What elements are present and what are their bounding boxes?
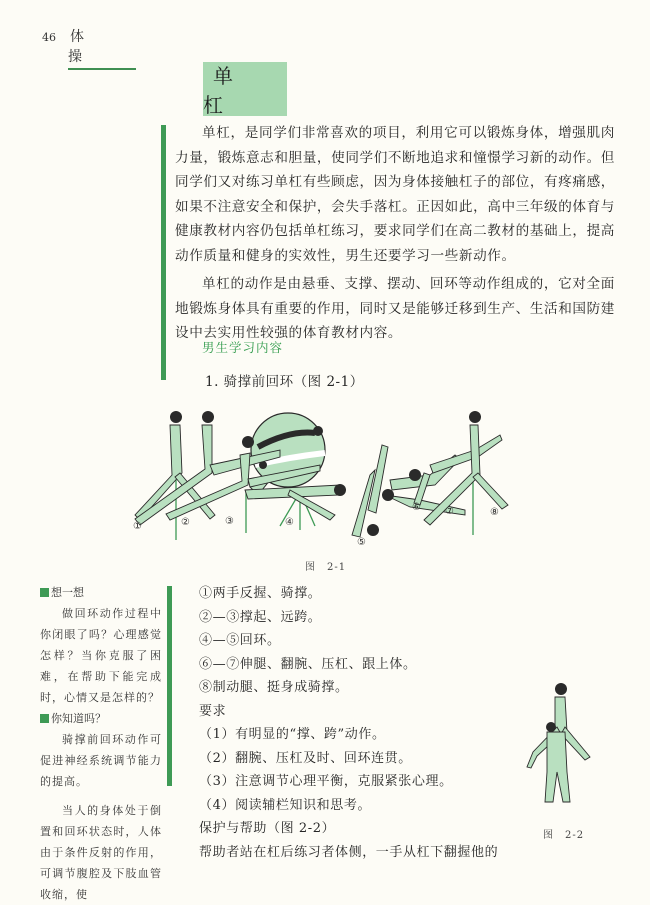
aside-accent-bar — [167, 586, 172, 786]
chapter-title-box — [203, 62, 287, 116]
requirement-line: （4）阅读辅栏知识和思考。 — [199, 797, 372, 813]
requirement-line: （3）注意调节心理平衡，克服紧张心理。 — [199, 774, 453, 789]
requirement-line: （1）有明显的“撑、跨”动作。 — [199, 727, 386, 742]
intro-text — [175, 121, 615, 346]
aside-think — [40, 582, 162, 905]
step-label-5: ⑤ — [357, 537, 366, 545]
step-line: ①两手反握、骑撑。 — [199, 586, 322, 601]
section-heading: 男生学习内容 — [202, 340, 284, 355]
aside-think-text: 做回环动作过程中你闭眼了吗？心理感觉怎样？当你克服了困难，在帮助下能完成时，心情又是怎样的？ — [40, 607, 162, 704]
step-label-4: ④ — [285, 517, 294, 528]
figure-2-1-illustration — [130, 395, 510, 545]
protection-heading: 保护与帮助（图 2-2） — [199, 821, 336, 836]
step-line: ⑧制动腿、挺身成骑撑。 — [199, 680, 349, 695]
step-label-8: ⑧ — [490, 507, 499, 518]
intro-accent-bar — [161, 125, 166, 380]
step-label-1: ① — [133, 521, 142, 532]
requirement-line: （2）翻腕、压杠及时、回环连贯。 — [199, 750, 412, 766]
chapter-title: 单 杠 — [203, 64, 243, 117]
green-square-icon — [40, 588, 49, 597]
step-line: ②—③撑起、远跨。 — [199, 609, 322, 625]
step-label-6: ⑥ — [412, 502, 421, 513]
green-square-icon — [40, 714, 49, 723]
intro-paragraph-2: 单杠的动作是由悬垂、支撑、摆动、回环等动作组成的，它对全面地锻炼身体具有重要的作用，同时又是能够迁移到生产、生活和国防建设中去实用性较强的体育教材内容。 — [175, 276, 616, 341]
step-label-3: ③ — [225, 516, 234, 527]
step-label-2: ② — [181, 517, 190, 528]
aside-know-text-1: 骑撑前回环动作可促进神经系统调节能力的提高。 — [40, 733, 162, 788]
aside-know-text-2: 当人的身体处于倒置和回环状态时，人体由于条件反射的作用，可调节腹腔及下肢血管收缩，使 — [40, 804, 162, 901]
protection-text: 帮助者站在杠后练习者体侧，一手从杠下翻握他的 — [199, 844, 499, 860]
aside-know-heading: 你知道吗？ — [40, 708, 162, 729]
aside-think-heading: 想一想 — [40, 582, 162, 603]
intro-paragraph-1: 单杠，是同学们非常喜欢的项目，利用它可以锻炼身体，增强肌肉力量，锻炼意志和胆量，使同学们不断地追求和憧憬学习新的动作。但同学们又对练习单杠有些顾虑，因为身体接触杠子的部位，有疼痛感，如果不注意安全和保护，会失手落杠。正因如此，高中三年级的体育与健康教材内容仍包括单杠练习，要求同学们在高二教材的基础上，提高动作质量和健身的实效性，男生还要学习一些新动作。 — [175, 125, 616, 264]
section-header-title: 体 操 — [68, 26, 136, 70]
requirements-heading: 要求 — [199, 703, 227, 719]
page-number: 46 — [42, 31, 56, 44]
figure-2-1-caption: 图 2-1 — [305, 562, 347, 573]
step-line: ⑥—⑦伸腿、翻腕、压杠、跟上体。 — [199, 656, 417, 672]
step-line: ④—⑤回环。 — [199, 633, 281, 648]
steps-list — [199, 582, 509, 864]
item-heading: 1. 骑撑前回环（图 2-1） — [205, 374, 364, 390]
step-label-7: ⑦ — [445, 506, 454, 517]
figure-2-2-caption: 图 2-2 — [543, 830, 585, 841]
figure-2-2-illustration — [525, 672, 595, 812]
